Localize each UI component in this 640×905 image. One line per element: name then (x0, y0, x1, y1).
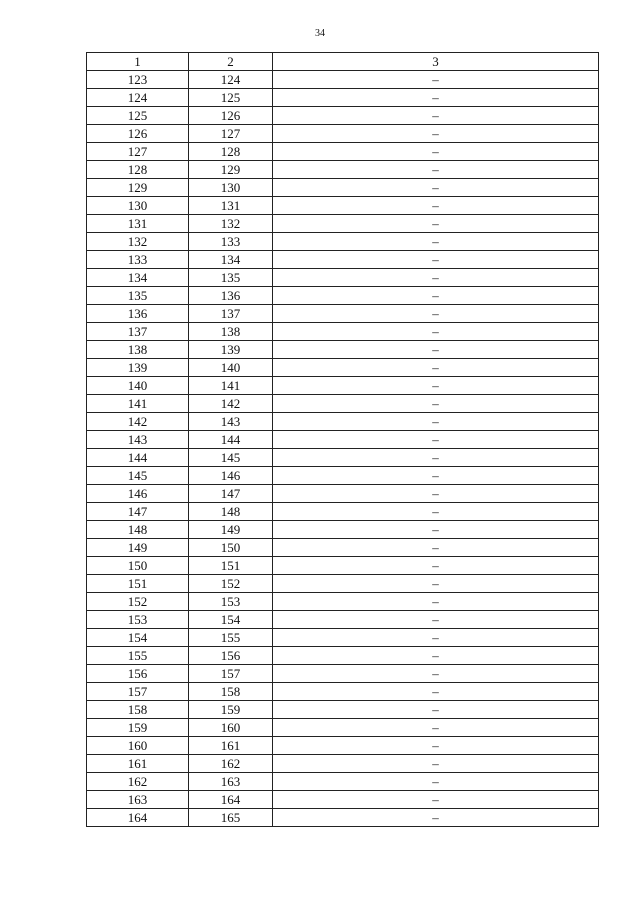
cell-col-1: 159 (87, 719, 189, 737)
cell-col-2: 138 (189, 323, 273, 341)
cell-col-2: 164 (189, 791, 273, 809)
cell-col-1: 143 (87, 431, 189, 449)
table-row (87, 755, 599, 773)
cell-col-1: 128 (87, 161, 189, 179)
cell-col-3: – (273, 647, 599, 665)
cell-col-2: 146 (189, 467, 273, 485)
table-row (87, 269, 599, 287)
table-header-row (87, 53, 599, 71)
cell-col-3: – (273, 125, 599, 143)
table-row (87, 539, 599, 557)
cell-col-1: 160 (87, 737, 189, 755)
cell-col-3: – (273, 107, 599, 125)
table-row (87, 413, 599, 431)
cell-col-3: – (273, 71, 599, 89)
table-row (87, 89, 599, 107)
table-row (87, 233, 599, 251)
cell-col-2: 137 (189, 305, 273, 323)
cell-col-1: 142 (87, 413, 189, 431)
cell-col-2: 136 (189, 287, 273, 305)
cell-col-2: 162 (189, 755, 273, 773)
cell-col-3: – (273, 629, 599, 647)
table-row (87, 719, 599, 737)
table-row (87, 467, 599, 485)
cell-col-2: 126 (189, 107, 273, 125)
cell-col-1: 153 (87, 611, 189, 629)
table-row (87, 71, 599, 89)
cell-col-2: 152 (189, 575, 273, 593)
cell-col-1: 127 (87, 143, 189, 161)
cell-col-1: 126 (87, 125, 189, 143)
cell-col-3: – (273, 197, 599, 215)
cell-col-3: – (273, 791, 599, 809)
table-row (87, 791, 599, 809)
table-row (87, 809, 599, 827)
cell-col-1: 136 (87, 305, 189, 323)
cell-col-2: 144 (189, 431, 273, 449)
cell-col-3: – (273, 611, 599, 629)
table-row (87, 215, 599, 233)
cell-col-3: – (273, 503, 599, 521)
cell-col-3: – (273, 287, 599, 305)
cell-col-2: 157 (189, 665, 273, 683)
cell-col-3: – (273, 737, 599, 755)
table-row (87, 611, 599, 629)
cell-col-2: 165 (189, 809, 273, 827)
table-row (87, 341, 599, 359)
cell-col-1: 134 (87, 269, 189, 287)
cell-col-3: – (273, 89, 599, 107)
cell-col-1: 147 (87, 503, 189, 521)
table-row (87, 449, 599, 467)
cell-col-3: – (273, 431, 599, 449)
cell-col-2: 127 (189, 125, 273, 143)
cell-col-3: – (273, 251, 599, 269)
table-row (87, 593, 599, 611)
cell-col-2: 158 (189, 683, 273, 701)
cell-col-3: – (273, 665, 599, 683)
cell-col-2: 143 (189, 413, 273, 431)
cell-col-1: 129 (87, 179, 189, 197)
cell-col-3: – (273, 719, 599, 737)
cell-col-3: – (273, 359, 599, 377)
cell-col-1: 135 (87, 287, 189, 305)
cell-col-2: 154 (189, 611, 273, 629)
cell-col-1: 164 (87, 809, 189, 827)
table-row (87, 323, 599, 341)
cell-col-1: 140 (87, 377, 189, 395)
cell-col-3: – (273, 143, 599, 161)
cell-col-3: – (273, 305, 599, 323)
cell-col-3: – (273, 539, 599, 557)
cell-col-1: 124 (87, 89, 189, 107)
cell-col-2: 125 (189, 89, 273, 107)
table-row (87, 575, 599, 593)
cell-col-1: 145 (87, 467, 189, 485)
cell-col-1: 149 (87, 539, 189, 557)
cell-col-3: – (273, 521, 599, 539)
table-row (87, 557, 599, 575)
cell-col-1: 141 (87, 395, 189, 413)
cell-col-2: 156 (189, 647, 273, 665)
cell-col-2: 142 (189, 395, 273, 413)
cell-col-2: 163 (189, 773, 273, 791)
cell-col-2: 139 (189, 341, 273, 359)
data-table (86, 52, 599, 827)
cell-col-1: 123 (87, 71, 189, 89)
column-header-2: 2 (189, 53, 273, 71)
table-row (87, 395, 599, 413)
table-row (87, 143, 599, 161)
cell-col-3: – (273, 467, 599, 485)
cell-col-1: 155 (87, 647, 189, 665)
page-number: 34 (315, 28, 325, 39)
cell-col-2: 131 (189, 197, 273, 215)
cell-col-1: 132 (87, 233, 189, 251)
cell-col-1: 154 (87, 629, 189, 647)
table-row (87, 737, 599, 755)
cell-col-3: – (273, 575, 599, 593)
cell-col-2: 129 (189, 161, 273, 179)
cell-col-3: – (273, 809, 599, 827)
cell-col-3: – (273, 557, 599, 575)
cell-col-3: – (273, 395, 599, 413)
table-row (87, 287, 599, 305)
table-row (87, 683, 599, 701)
cell-col-1: 138 (87, 341, 189, 359)
cell-col-1: 146 (87, 485, 189, 503)
cell-col-3: – (273, 755, 599, 773)
cell-col-3: – (273, 485, 599, 503)
table-row (87, 647, 599, 665)
cell-col-3: – (273, 161, 599, 179)
cell-col-2: 132 (189, 215, 273, 233)
table-row (87, 503, 599, 521)
cell-col-2: 151 (189, 557, 273, 575)
cell-col-3: – (273, 449, 599, 467)
cell-col-2: 145 (189, 449, 273, 467)
column-header-1: 1 (87, 53, 189, 71)
cell-col-2: 128 (189, 143, 273, 161)
cell-col-2: 160 (189, 719, 273, 737)
cell-col-3: – (273, 593, 599, 611)
cell-col-2: 141 (189, 377, 273, 395)
cell-col-3: – (273, 179, 599, 197)
table-row (87, 107, 599, 125)
table-row (87, 431, 599, 449)
cell-col-1: 144 (87, 449, 189, 467)
cell-col-1: 157 (87, 683, 189, 701)
cell-col-2: 155 (189, 629, 273, 647)
cell-col-2: 159 (189, 701, 273, 719)
cell-col-1: 158 (87, 701, 189, 719)
cell-col-1: 162 (87, 773, 189, 791)
cell-col-2: 153 (189, 593, 273, 611)
table-row (87, 125, 599, 143)
table-row (87, 485, 599, 503)
cell-col-3: – (273, 341, 599, 359)
cell-col-2: 161 (189, 737, 273, 755)
cell-col-1: 156 (87, 665, 189, 683)
table-row (87, 773, 599, 791)
cell-col-2: 140 (189, 359, 273, 377)
cell-col-2: 149 (189, 521, 273, 539)
cell-col-3: – (273, 683, 599, 701)
table-row (87, 377, 599, 395)
cell-col-1: 152 (87, 593, 189, 611)
table-row (87, 665, 599, 683)
cell-col-1: 125 (87, 107, 189, 125)
table-row (87, 701, 599, 719)
cell-col-3: – (273, 233, 599, 251)
table-row (87, 359, 599, 377)
cell-col-1: 151 (87, 575, 189, 593)
table-row (87, 197, 599, 215)
cell-col-3: – (273, 701, 599, 719)
cell-col-1: 137 (87, 323, 189, 341)
cell-col-1: 131 (87, 215, 189, 233)
cell-col-2: 130 (189, 179, 273, 197)
table-row (87, 305, 599, 323)
table-row (87, 179, 599, 197)
cell-col-2: 135 (189, 269, 273, 287)
cell-col-1: 150 (87, 557, 189, 575)
table-row (87, 161, 599, 179)
cell-col-2: 147 (189, 485, 273, 503)
table-row (87, 251, 599, 269)
column-header-3: 3 (273, 53, 599, 71)
cell-col-1: 161 (87, 755, 189, 773)
cell-col-1: 163 (87, 791, 189, 809)
cell-col-3: – (273, 215, 599, 233)
cell-col-1: 148 (87, 521, 189, 539)
table-body (87, 53, 599, 827)
cell-col-1: 130 (87, 197, 189, 215)
cell-col-2: 133 (189, 233, 273, 251)
table-row (87, 629, 599, 647)
cell-col-3: – (273, 773, 599, 791)
cell-col-3: – (273, 269, 599, 287)
cell-col-3: – (273, 323, 599, 341)
cell-col-2: 124 (189, 71, 273, 89)
cell-col-2: 134 (189, 251, 273, 269)
cell-col-1: 139 (87, 359, 189, 377)
cell-col-2: 150 (189, 539, 273, 557)
cell-col-2: 148 (189, 503, 273, 521)
cell-col-3: – (273, 413, 599, 431)
table-row (87, 521, 599, 539)
cell-col-3: – (273, 377, 599, 395)
cell-col-1: 133 (87, 251, 189, 269)
